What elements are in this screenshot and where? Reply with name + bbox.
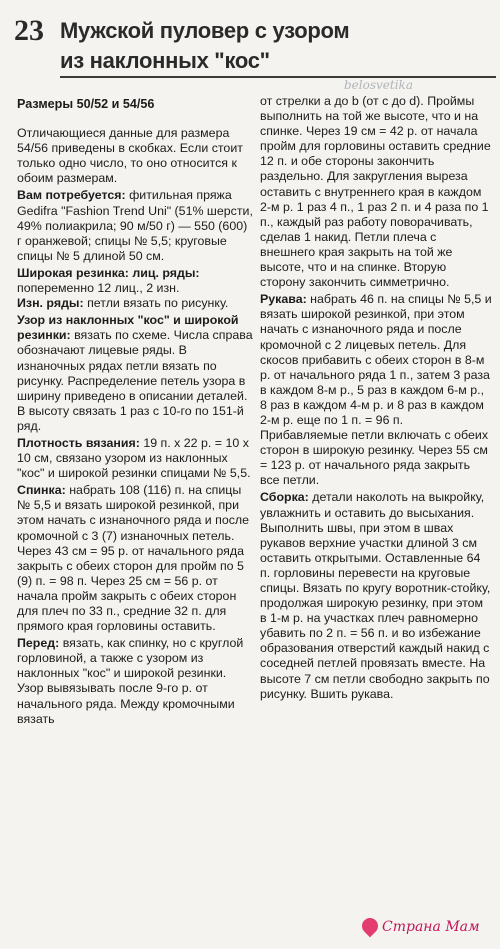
- assembly-heading: Сборка:: [260, 490, 309, 505]
- article-title-line2: из наклонных "кос": [60, 48, 270, 73]
- sleeves-text: набрать 46 п. на спицы № 5,5 и вязать широкой резинкой, при этом начать с изнаночного ряда и после кромочной с 2 лицевых петель. Для скосов прибавить с обеих сторон в 8-м р. от начального ряда 1 п., затем 3 раза в каждом 8-м р., 5 раз в каждом 6-м р., 8 раз в каждом 4-м р. и 8 раз в каждом 2-м р. еще по 1 п. = 96 п. Прибавляемые петли включать с обеих сторон в широкую резинку. Через 55 см = 123 р. от начального ряда закрыть все петли.: [260, 292, 492, 488]
- article-number: 23: [14, 14, 44, 47]
- back-text: набрать 108 (116) п. на спицы № 5,5 и вязать широкой резинкой, при этом начать с изнаночного ряда и после кромочной с 3 (7) изнаночных петель. Через 43 см = 95 р. от начального ряда закрыть с обеих сторон для пройм по 5 (9) п. = 98 п. Через 25 см = 56 р. от начала пройм закрыть с обеих сторон для плеч по 33 п., средние 32 п. для прямого края горловины оставить.: [17, 483, 250, 634]
- rib-text: попеременно 12 лиц., 2 изн.: [17, 281, 180, 296]
- sleeves-paragraph: [260, 292, 492, 488]
- rib-heading: Широкая резинка: лиц. ряды:: [17, 265, 200, 280]
- sleeves-heading: Рукава:: [260, 292, 307, 307]
- pattern-text: вязать по схеме. Числа справа обозначают лицевые ряды. В изнаночных рядах петли вязать по рисунку. Распределение петель узора в ширину приведено в описании деталей. В высоту связать 1 раз с 10-го по 151-й ряд.: [17, 328, 253, 433]
- front-heading: Перед:: [17, 636, 60, 651]
- front-continued: от стрелки a до b (от c до d). Проймы выполнить на той же высоте, что и на спинке. Через 19 см = 42 р. от начала пройм для горловины оставить средние 12 п. и обе стороны закончить раздельно. Для закругления выреза оставить с внутреннего края в каждом 2-м р. 1 раз 4 п., 1 раз 2 п. и 4 раза по 1 п., каждый раз работу поворачивать, сделав 1 накид. Петли плеча с внешнего края закрыть на той же высоте, что и на спинке. Вторую сторону закончить симметрично.: [260, 94, 491, 290]
- title-underline: [60, 76, 496, 78]
- purl-text: петли вязать по рисунку.: [83, 296, 229, 311]
- watermark: belosvetika: [344, 78, 413, 92]
- pattern-paragraph: [17, 313, 253, 434]
- back-heading: Спинка:: [17, 483, 66, 498]
- assembly-text: детали наколоть на выкройку, увлажнить и оставить до высыхания. Выполнить швы, при этом в швах рукавов верхние участки длиной 3 см оставить открытыми. Оставленные 64 п. горловины перевести на круговые спицы. Вязать по кругу воротник-стойку, продолжая широкую резинку, при этом в 1-м р. на участках плеч равномерно убавить по 2 п. = 56 п. и во избежание образования отверстий каждый накид с соседней петлей провязать вместе. На высоте 7 см петли свободно закрыть по рисунку. Вшить рукава.: [260, 490, 491, 701]
- intro-paragraph: Отличающиеся данные для размера 54/56 приведены в скобках. Если стоит только одно число, то оно относится к обоим размерам.: [17, 126, 243, 186]
- sizes-heading: Размеры 50/52 и 54/56: [17, 97, 155, 111]
- purl-heading: Изн. ряды:: [17, 296, 84, 311]
- text-column-right: [260, 94, 492, 702]
- gauge-paragraph: [17, 436, 253, 481]
- front-text: вязать, как спинку, но с круглой горловиной, а также с узором из наклонных "кос" и широкой резинки. Узор вывязывать после 9-го р. от начального ряда. Между кромочными вязать: [17, 636, 244, 726]
- article-title-line1: Мужской пуловер с узором: [60, 18, 350, 43]
- front-paragraph: [17, 636, 253, 727]
- site-logo-text: Страна Мам: [382, 919, 480, 935]
- back-paragraph: [17, 483, 253, 634]
- purl-paragraph: [17, 296, 253, 311]
- rib-paragraph: [17, 266, 253, 296]
- gauge-text: 19 п. х 22 р. = 10 х 10 см, связано узором из наклонных "кос" и широкой резинки спицами № 5,5.: [17, 435, 251, 481]
- pattern-heading: Узор из наклонных "кос" и широкой резинки:: [17, 313, 239, 343]
- materials-text: фитильная пряжа Gedifra "Fashion Trend Uni" (51% шерсти, 49% полиакрила; 90 м/50 г) — 550 (600) г оранжевой; спицы № 5,5; круговые спицы № 5 длиной 50 см.: [17, 188, 253, 263]
- text-column-left: [17, 97, 253, 727]
- heart-icon: [359, 915, 382, 938]
- materials-heading: Вам потребуется:: [17, 188, 126, 203]
- assembly-paragraph: [260, 490, 492, 701]
- gauge-heading: Плотность вязания:: [17, 435, 140, 450]
- materials-paragraph: [17, 188, 253, 263]
- site-logo: [362, 918, 480, 935]
